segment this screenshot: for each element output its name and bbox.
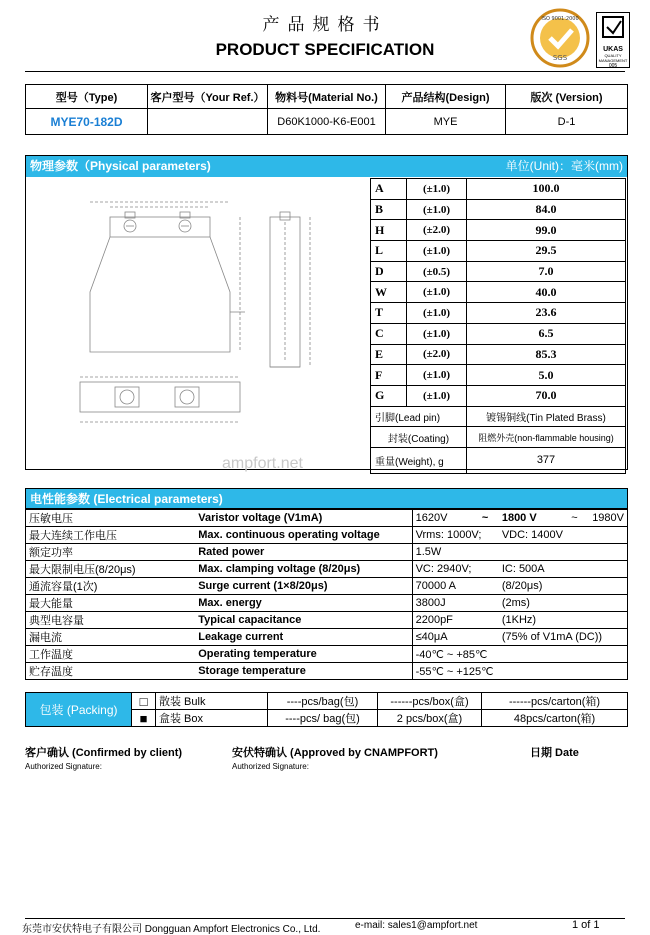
date-label: 日期 Date	[530, 747, 579, 759]
elec-v1: 3800J	[412, 595, 499, 612]
electrical-row	[26, 544, 628, 561]
elec-label-en: Max. continuous operating voltage	[195, 527, 412, 544]
elec-v1: ≤40μA	[412, 629, 499, 646]
val-material: D60K1000-K6-E001	[268, 109, 386, 135]
dim-row	[371, 365, 626, 386]
dim-symbol: B	[371, 199, 407, 220]
elec-label-en: Varistor voltage (V1mA)	[195, 510, 412, 527]
hdr-design: 产品结构(Design)	[386, 85, 506, 109]
dim-symbol: A	[371, 179, 407, 200]
elec-v3: (75% of V1mA (DC))	[499, 629, 628, 646]
dim-symbol: W	[371, 282, 407, 303]
approved-confirm: 安伏特确认 (Approved by CNAMPFORT)	[232, 747, 438, 759]
dim-row	[371, 261, 626, 282]
dim-row	[371, 179, 626, 200]
dim-row	[371, 241, 626, 262]
elec-label-cn: 典型电容量	[26, 612, 196, 629]
elec-v1: 70000 A	[412, 578, 499, 595]
packing-label: 包装 (Packing)	[26, 693, 132, 727]
elec-label-en: Rated power	[195, 544, 412, 561]
iso-text: ISO 9001:2000	[541, 16, 579, 22]
dim-value: 5.0	[467, 365, 626, 386]
dim-tolerance: (±1.0)	[407, 199, 467, 220]
electrical-row	[26, 595, 628, 612]
elec-label-cn: 漏电流	[26, 629, 196, 646]
dim-symbol: C	[371, 323, 407, 344]
weight-value: 377	[467, 447, 626, 473]
dim-value: 84.0	[467, 199, 626, 220]
lead-value: 镀锡铜线(Tin Plated Brass)	[467, 406, 626, 427]
box-checkbox[interactable]: ■	[132, 710, 156, 727]
elec-v3: VDC: 1400V	[499, 527, 628, 544]
dim-tolerance: (±2.0)	[407, 220, 467, 241]
dim-value: 40.0	[467, 282, 626, 303]
elec-v5: 1980V	[589, 510, 627, 527]
client-confirm: 客户确认 (Confirmed by client)	[25, 747, 183, 759]
elec-v3: IC: 500A	[499, 561, 628, 578]
sgs-iso-logo	[530, 8, 590, 68]
hdr-ref: 客户型号（Your Ref.）	[148, 85, 268, 109]
val-version: D-1	[506, 109, 628, 135]
title-en: PRODUCT SPECIFICATION	[215, 40, 435, 59]
weight-label: 重量(Weight), g	[371, 447, 467, 473]
val-ref	[148, 109, 268, 135]
elec-label-en: Typical capacitance	[195, 612, 412, 629]
elec-v1: -55℃ ~ +125℃	[412, 663, 627, 680]
elec-v1: 1620V	[412, 510, 471, 527]
dim-value: 70.0	[467, 385, 626, 406]
title-cn: 产品规格书	[262, 15, 388, 35]
val-type: MYE70-182D	[26, 109, 148, 135]
lead-label: 引脚(Lead pin)	[371, 406, 467, 427]
dim-symbol: L	[371, 241, 407, 262]
dim-row	[371, 199, 626, 220]
hdr-version: 版次 (Version)	[506, 85, 628, 109]
ukas-num: 005	[608, 63, 618, 69]
dim-row	[371, 303, 626, 324]
electrical-row	[26, 527, 628, 544]
dim-value: 99.0	[467, 220, 626, 241]
electrical-title: 电性能参数 (Electrical parameters)	[25, 488, 628, 509]
electrical-row	[26, 629, 628, 646]
coating-value: 阻燃外壳(non-flammable housing)	[467, 427, 626, 448]
dim-symbol: F	[371, 365, 407, 386]
dim-row	[371, 282, 626, 303]
bulk-checkbox[interactable]: □	[132, 693, 156, 710]
elec-label-cn: 额定功率	[26, 544, 196, 561]
dim-tolerance: (±1.0)	[407, 241, 467, 262]
electrical-row	[26, 646, 628, 663]
elec-label-en: Operating temperature	[195, 646, 412, 663]
bulk-box: ------pcs/box(盒)	[378, 693, 482, 710]
dimension-table	[370, 178, 626, 474]
dim-symbol: H	[371, 220, 407, 241]
electrical-row	[26, 510, 628, 527]
dim-symbol: T	[371, 303, 407, 324]
box-carton: 48pcs/carton(箱)	[482, 710, 628, 727]
dim-symbol: G	[371, 385, 407, 406]
elec-label-en: Max. energy	[195, 595, 412, 612]
sgs-text: SGS	[552, 54, 568, 62]
val-design: MYE	[386, 109, 506, 135]
electrical-table	[25, 509, 628, 680]
dim-tolerance: (±1.0)	[407, 282, 467, 303]
elec-label-en: Leakage current	[195, 629, 412, 646]
dim-tolerance: (±1.0)	[407, 365, 467, 386]
bulk-type: 散装 Bulk	[156, 693, 268, 710]
auth-sig-approved: Authorized Signature:	[232, 762, 309, 771]
elec-label-en: Max. clamping voltage (8/20μs)	[195, 561, 412, 578]
dim-row	[371, 385, 626, 406]
elec-v1: -40℃ ~ +85℃	[412, 646, 627, 663]
dim-symbol: D	[371, 261, 407, 282]
footer-email: e-mail: sales1@ampfort.net	[355, 920, 478, 931]
dim-value: 23.6	[467, 303, 626, 324]
electrical-row	[26, 663, 628, 680]
elec-v2: ~	[471, 510, 498, 527]
elec-label-cn: 工作温度	[26, 646, 196, 663]
info-table	[25, 84, 628, 135]
box-type: 盒装 Box	[156, 710, 268, 727]
physical-header	[26, 156, 627, 177]
box-box: 2 pcs/box(盒)	[378, 710, 482, 727]
physical-unit: 单位(Unit)：毫米(mm)	[505, 159, 623, 173]
elec-v3: (2ms)	[499, 595, 628, 612]
footer-page: 1 of 1	[572, 919, 600, 931]
ukas-sub: QUALITY MANAGEMENT	[598, 53, 628, 63]
elec-v1: VC: 2940V;	[412, 561, 499, 578]
auth-sig-client: Authorized Signature:	[25, 762, 102, 771]
electrical-row	[26, 561, 628, 578]
elec-label-en: Storage temperature	[195, 663, 412, 680]
packing-table	[25, 692, 628, 727]
elec-label-cn: 压敏电压	[26, 510, 196, 527]
dim-symbol: E	[371, 344, 407, 365]
hdr-type: 型号（Type)	[26, 85, 148, 109]
dim-tolerance: (±1.0)	[407, 303, 467, 324]
watermark: ampfort.net	[222, 455, 303, 472]
dim-tolerance: (±2.0)	[407, 344, 467, 365]
dim-value: 29.5	[467, 241, 626, 262]
electrical-section	[25, 488, 628, 680]
dim-row	[371, 323, 626, 344]
elec-v1: 2200pF	[412, 612, 499, 629]
dim-value: 6.5	[467, 323, 626, 344]
elec-label-en: Surge current (1×8/20μs)	[195, 578, 412, 595]
footer-rule	[25, 918, 625, 919]
elec-v4: ~	[560, 510, 589, 527]
dim-tolerance: (±1.0)	[407, 179, 467, 200]
physical-title: 物理参数（Physical parameters)	[30, 159, 211, 173]
elec-label-cn: 通流容量(1次)	[26, 578, 196, 595]
elec-label-cn: 最大连续工作电压	[26, 527, 196, 544]
header-rule	[25, 71, 625, 72]
bulk-carton: ------pcs/carton(箱)	[482, 693, 628, 710]
footer-company: 东莞市安伏特电子有限公司 Dongguan Ampfort Electronics Co., Ltd.	[22, 924, 321, 935]
electrical-row	[26, 578, 628, 595]
hdr-material: 物料号(Material No.)	[268, 85, 386, 109]
dim-value: 7.0	[467, 261, 626, 282]
elec-label-cn: 最大限制电压(8/20μs)	[26, 561, 196, 578]
elec-label-cn: 贮存温度	[26, 663, 196, 680]
elec-v3: 1800 V	[499, 510, 560, 527]
dim-row	[371, 220, 626, 241]
dimension-drawing	[70, 182, 360, 437]
elec-v1: Vrms: 1000V;	[412, 527, 499, 544]
ukas-text: UKAS	[603, 46, 623, 53]
dim-tolerance: (±1.0)	[407, 385, 467, 406]
electrical-row	[26, 612, 628, 629]
elec-v1: 1.5W	[412, 544, 627, 561]
dim-tolerance: (±1.0)	[407, 323, 467, 344]
dim-tolerance: (±0.5)	[407, 261, 467, 282]
dim-value: 100.0	[467, 179, 626, 200]
ukas-logo	[596, 12, 630, 68]
elec-v3: (1KHz)	[499, 612, 628, 629]
bulk-bag: ----pcs/bag(包)	[268, 693, 378, 710]
dim-value: 85.3	[467, 344, 626, 365]
box-bag: ----pcs/ bag(包)	[268, 710, 378, 727]
coating-label: 封装(Coating)	[371, 427, 467, 448]
dim-row	[371, 344, 626, 365]
elec-v3: (8/20μs)	[499, 578, 628, 595]
elec-label-cn: 最大能量	[26, 595, 196, 612]
